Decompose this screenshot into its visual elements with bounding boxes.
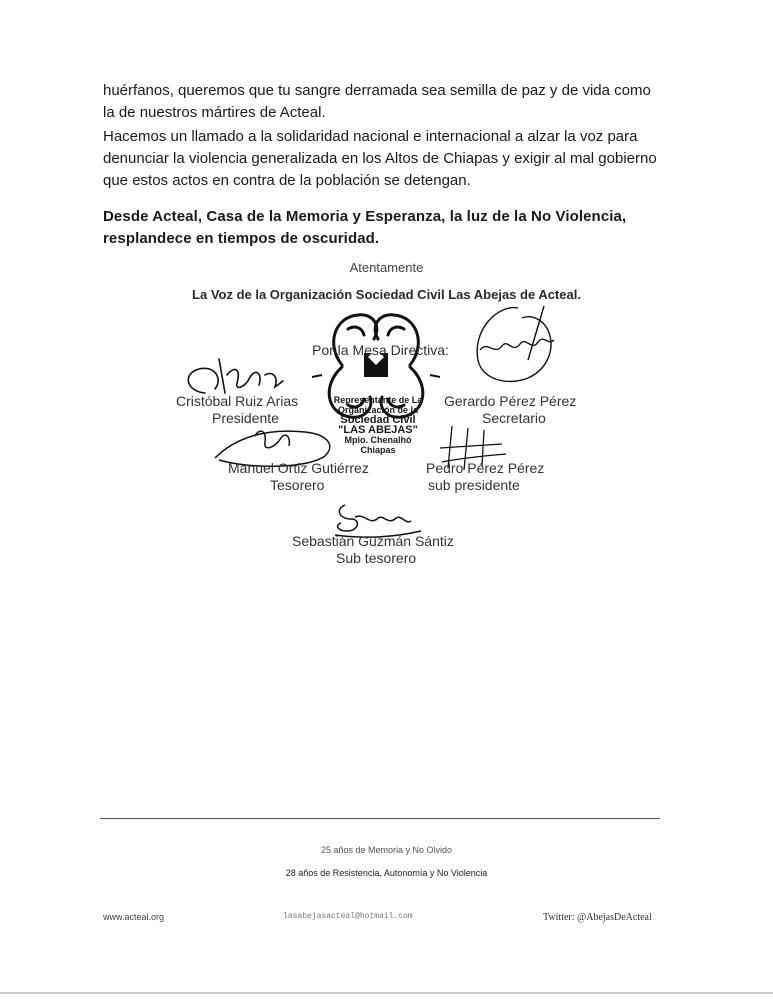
- seal-line: Chiapas: [360, 445, 396, 455]
- signatory-name: Sebastián Guzmán Sántiz: [292, 533, 454, 549]
- signatory-role: Sub tesorero: [336, 550, 417, 566]
- seal-line: "LAS ABEJAS": [338, 424, 418, 436]
- paragraph-llamado: [103, 126, 663, 192]
- seal-line: Sociedad Civil: [340, 414, 416, 426]
- closing-atentamente: Atentamente: [349, 260, 424, 275]
- text-line: huérfanos, queremos que tu sangre derramada sea semilla de paz y de vida como: [103, 82, 651, 99]
- text-line: resplandece en tiempos de oscuridad.: [103, 230, 380, 247]
- signatory-role: Presidente: [212, 410, 279, 426]
- text-line: la de nuestros mártires de Acteal.: [103, 104, 326, 121]
- signatory-role: Tesorero: [270, 477, 325, 493]
- signatory-name: Pedro Pérez Pérez: [426, 460, 545, 476]
- text-line: Hacemos un llamado a la solidaridad nacional e internacional a alzar la voz para: [103, 128, 638, 145]
- page-bottom-edge: [0, 992, 773, 994]
- signatory-name: Gerardo Pérez Pérez: [444, 393, 577, 409]
- footer-divider: [100, 818, 660, 819]
- footer-website: www.acteal.org: [103, 912, 165, 922]
- footer-motto-resistencia: 28 años de Resistencia, Autonomía y No Violencia: [285, 868, 488, 878]
- footer-email: lasabejasacteal@hotmail.com: [283, 912, 413, 921]
- paragraph-huerfanos: [103, 80, 663, 124]
- seal-line: Organización de la: [337, 405, 419, 415]
- signatory-name: Cristóbal Ruiz Arias: [176, 393, 299, 409]
- text-line: que estos actos en contra de la población se detengan.: [103, 172, 471, 189]
- footer-motto-memoria: 25 años de Memoria y No Olvido: [320, 845, 453, 855]
- signatory-role: Secretario: [482, 410, 546, 426]
- seal-line: Representante de La: [333, 395, 423, 405]
- paragraph-desde-acteal: [103, 206, 663, 250]
- board-label: Por la Mesa Directiva:: [312, 342, 449, 358]
- footer-twitter: Twitter: @AbejasDeActeal: [543, 912, 652, 923]
- signature-gerardo: [458, 300, 568, 400]
- text-line: denunciar la violencia generalizada en los Altos de Chiapas y exigir al mal gobierno: [103, 150, 657, 167]
- closing-organization: La Voz de la Organización Sociedad Civil Las Abejas de Acteal.: [192, 287, 581, 302]
- text-line: Desde Acteal, Casa de la Memoria y Esperanza, la luz de la No Violencia,: [103, 208, 627, 225]
- signatory-role: sub presidente: [428, 477, 520, 493]
- signatory-name: Manuel Ortiz Gutiérrez: [228, 460, 369, 476]
- seal-line: Mpio. Chenalhó: [344, 435, 412, 445]
